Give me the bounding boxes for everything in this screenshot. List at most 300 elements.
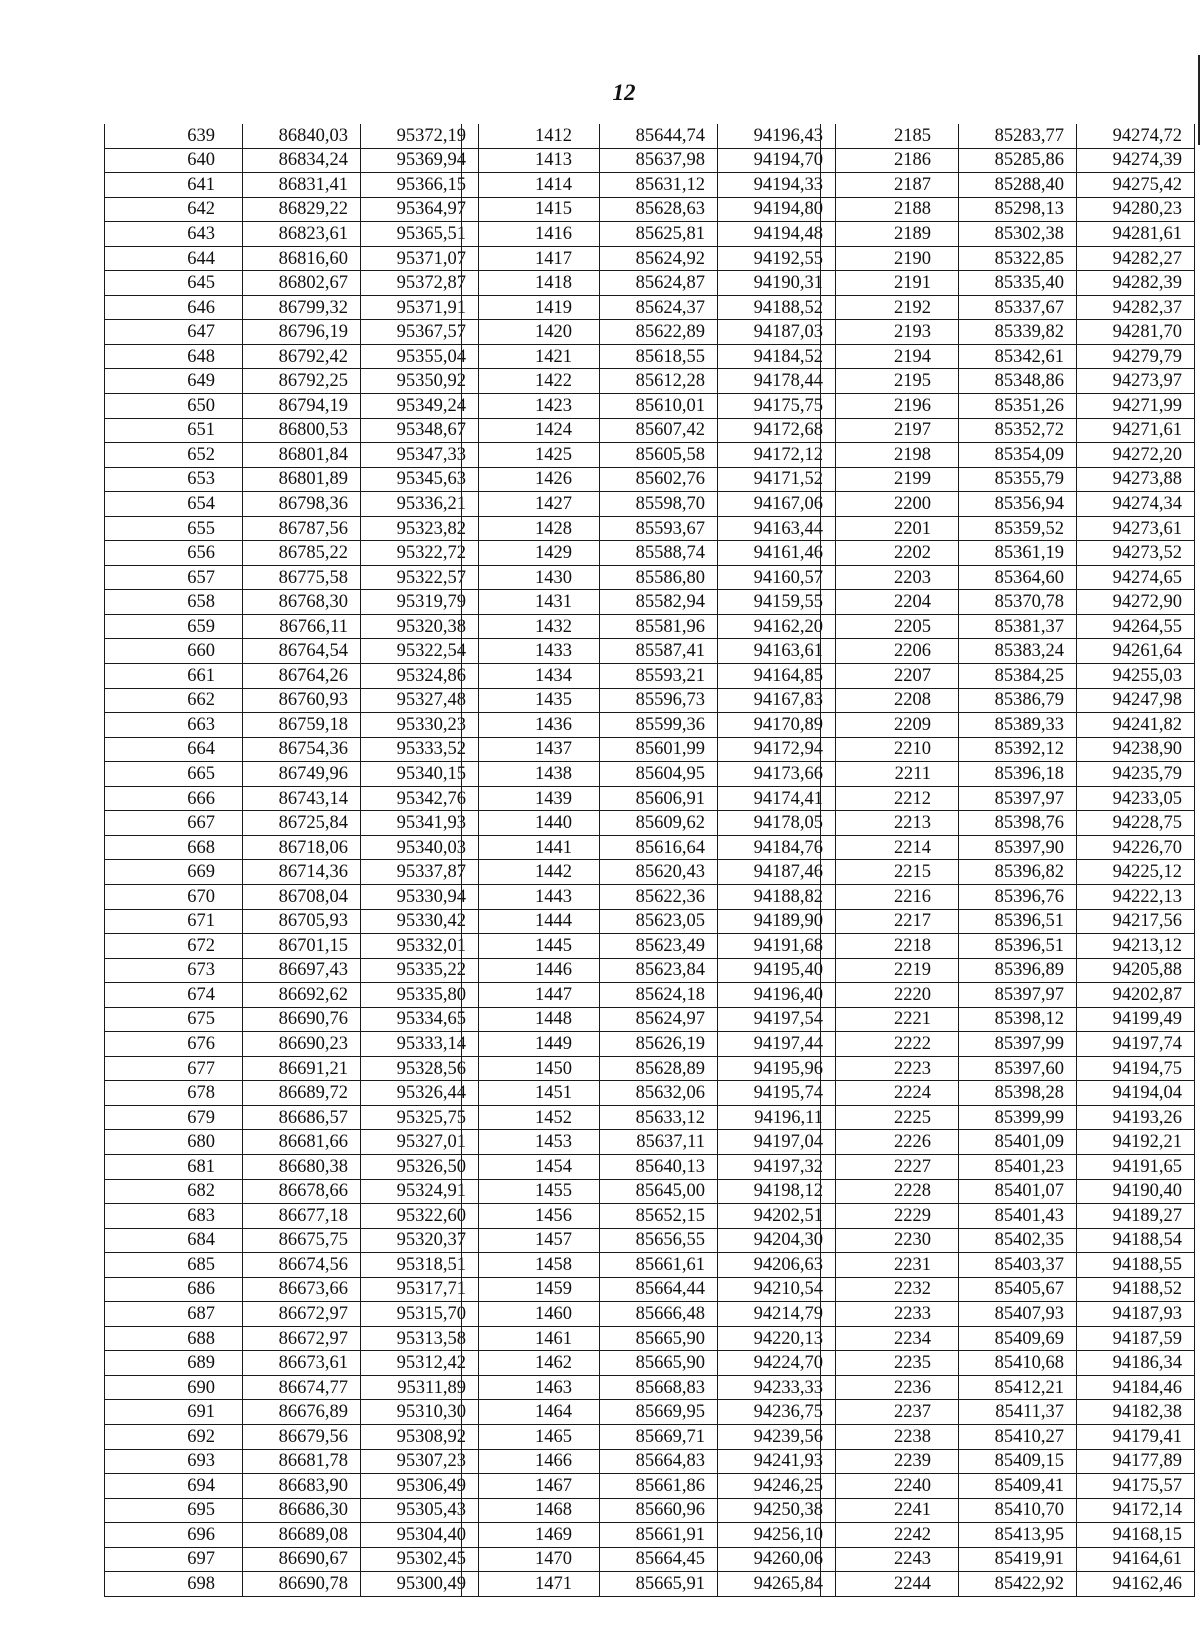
y-coordinate-cell: 94184,76: [718, 835, 836, 860]
y-coordinate-cell: 94220,13: [718, 1326, 836, 1351]
x-coordinate-cell: 86689,08: [243, 1523, 361, 1548]
table-row: [105, 1253, 479, 1278]
x-coordinate-cell: 86759,18: [243, 713, 361, 738]
y-coordinate-cell: 94184,52: [718, 344, 836, 369]
table-row: [462, 1375, 836, 1400]
point-number-cell: 2231: [821, 1253, 959, 1278]
point-number-cell: 686: [105, 1277, 243, 1302]
point-number-cell: 2218: [821, 934, 959, 959]
point-number-cell: 644: [105, 246, 243, 271]
point-number-cell: 647: [105, 320, 243, 345]
point-number-cell: 1457: [462, 1228, 600, 1253]
table-row: [821, 246, 1195, 271]
x-coordinate-cell: 85384,25: [959, 664, 1077, 689]
table-row: [105, 369, 479, 394]
y-coordinate-cell: 94236,75: [718, 1400, 836, 1425]
point-number-cell: 2189: [821, 222, 959, 247]
point-number-cell: 1469: [462, 1523, 600, 1548]
y-coordinate-cell: 95311,89: [361, 1375, 479, 1400]
table-row: [105, 222, 479, 247]
table-row: [821, 1081, 1195, 1106]
y-coordinate-cell: 94190,31: [718, 271, 836, 296]
table-row: [821, 565, 1195, 590]
point-number-cell: 1464: [462, 1400, 600, 1425]
x-coordinate-cell: 85637,98: [600, 148, 718, 173]
x-coordinate-cell: 85656,55: [600, 1228, 718, 1253]
y-coordinate-cell: 94163,44: [718, 516, 836, 541]
point-number-cell: 2241: [821, 1498, 959, 1523]
y-coordinate-cell: 95322,60: [361, 1204, 479, 1229]
y-coordinate-cell: 94195,96: [718, 1056, 836, 1081]
y-coordinate-cell: 95307,23: [361, 1449, 479, 1474]
point-number-cell: 668: [105, 835, 243, 860]
y-coordinate-cell: 94197,54: [718, 1007, 836, 1032]
x-coordinate-cell: 86714,36: [243, 860, 361, 885]
table-row: [462, 909, 836, 934]
table-row: [462, 418, 836, 443]
point-number-cell: 698: [105, 1572, 243, 1597]
y-coordinate-cell: 95372,87: [361, 271, 479, 296]
x-coordinate-cell: 85669,71: [600, 1424, 718, 1449]
table-row: [105, 1572, 479, 1597]
x-coordinate-cell: 85660,96: [600, 1498, 718, 1523]
table-row: [105, 835, 479, 860]
x-coordinate-cell: 86689,72: [243, 1081, 361, 1106]
y-coordinate-cell: 94255,03: [1077, 664, 1195, 689]
x-coordinate-cell: 85644,74: [600, 124, 718, 148]
table-row: [462, 1056, 836, 1081]
x-coordinate-cell: 85370,78: [959, 590, 1077, 615]
point-number-cell: 2203: [821, 565, 959, 590]
y-coordinate-cell: 94195,40: [718, 958, 836, 983]
point-number-cell: 1425: [462, 443, 600, 468]
y-coordinate-cell: 95320,38: [361, 614, 479, 639]
x-coordinate-cell: 86675,75: [243, 1228, 361, 1253]
y-coordinate-cell: 94194,80: [718, 197, 836, 222]
y-coordinate-cell: 94182,38: [1077, 1400, 1195, 1425]
table-row: [105, 713, 479, 738]
y-coordinate-cell: 94189,90: [718, 909, 836, 934]
table-row: [821, 492, 1195, 517]
x-coordinate-cell: 86680,38: [243, 1154, 361, 1179]
y-coordinate-cell: 94187,46: [718, 860, 836, 885]
table-row: [105, 516, 479, 541]
y-coordinate-cell: 94228,75: [1077, 811, 1195, 836]
y-coordinate-cell: 94241,93: [718, 1449, 836, 1474]
x-coordinate-cell: 85355,79: [959, 467, 1077, 492]
x-coordinate-cell: 85407,93: [959, 1302, 1077, 1327]
point-number-cell: 1426: [462, 467, 600, 492]
y-coordinate-cell: 95334,65: [361, 1007, 479, 1032]
y-coordinate-cell: 94274,34: [1077, 492, 1195, 517]
point-number-cell: 2210: [821, 737, 959, 762]
point-number-cell: 1449: [462, 1032, 600, 1057]
table-row: [105, 1204, 479, 1229]
point-number-cell: 661: [105, 664, 243, 689]
table-row: [462, 492, 836, 517]
y-coordinate-cell: 94197,44: [718, 1032, 836, 1057]
y-coordinate-cell: 94261,64: [1077, 639, 1195, 664]
x-coordinate-cell: 86686,30: [243, 1498, 361, 1523]
x-coordinate-cell: 85361,19: [959, 541, 1077, 566]
x-coordinate-cell: 85581,96: [600, 614, 718, 639]
table-row: [462, 614, 836, 639]
y-coordinate-cell: 95348,67: [361, 418, 479, 443]
x-coordinate-cell: 85419,91: [959, 1547, 1077, 1572]
x-coordinate-cell: 86794,19: [243, 394, 361, 419]
y-coordinate-cell: 95337,87: [361, 860, 479, 885]
point-number-cell: 2209: [821, 713, 959, 738]
point-number-cell: 2233: [821, 1302, 959, 1327]
point-number-cell: 1416: [462, 222, 600, 247]
point-number-cell: 2208: [821, 688, 959, 713]
table-row: [462, 443, 836, 468]
table-row: [462, 222, 836, 247]
x-coordinate-cell: 85605,58: [600, 443, 718, 468]
point-number-cell: 687: [105, 1302, 243, 1327]
point-number-cell: 2237: [821, 1400, 959, 1425]
y-coordinate-cell: 94172,94: [718, 737, 836, 762]
point-number-cell: 2235: [821, 1351, 959, 1376]
table-row: [105, 1400, 479, 1425]
point-number-cell: 2220: [821, 983, 959, 1008]
table-row: [821, 1253, 1195, 1278]
table-row: [105, 1326, 479, 1351]
x-coordinate-cell: 86766,11: [243, 614, 361, 639]
point-number-cell: 2188: [821, 197, 959, 222]
x-coordinate-cell: 86834,24: [243, 148, 361, 173]
table-row: [462, 295, 836, 320]
table-row: [462, 590, 836, 615]
point-number-cell: 688: [105, 1326, 243, 1351]
x-coordinate-cell: 85285,86: [959, 148, 1077, 173]
point-number-cell: 648: [105, 344, 243, 369]
table-row: [105, 884, 479, 909]
table-row: [821, 271, 1195, 296]
table-row: [821, 516, 1195, 541]
point-number-cell: 2223: [821, 1056, 959, 1081]
point-number-cell: 2205: [821, 614, 959, 639]
point-number-cell: 1453: [462, 1130, 600, 1155]
x-coordinate-cell: 85669,95: [600, 1400, 718, 1425]
x-coordinate-cell: 86672,97: [243, 1326, 361, 1351]
point-number-cell: 1443: [462, 884, 600, 909]
x-coordinate-cell: 85661,61: [600, 1253, 718, 1278]
point-number-cell: 2213: [821, 811, 959, 836]
table-row: [821, 1375, 1195, 1400]
point-number-cell: 1429: [462, 541, 600, 566]
table-row: [821, 884, 1195, 909]
y-coordinate-cell: 94170,89: [718, 713, 836, 738]
table-row: [821, 1449, 1195, 1474]
y-coordinate-cell: 94222,13: [1077, 884, 1195, 909]
table-row: [462, 344, 836, 369]
y-coordinate-cell: 94194,04: [1077, 1081, 1195, 1106]
y-coordinate-cell: 95312,42: [361, 1351, 479, 1376]
x-coordinate-cell: 85409,41: [959, 1474, 1077, 1499]
point-number-cell: 2229: [821, 1204, 959, 1229]
point-number-cell: 641: [105, 173, 243, 198]
table-row: [105, 467, 479, 492]
point-number-cell: 1447: [462, 983, 600, 1008]
y-coordinate-cell: 94178,44: [718, 369, 836, 394]
table-row: [105, 320, 479, 345]
point-number-cell: 655: [105, 516, 243, 541]
y-coordinate-cell: 94204,30: [718, 1228, 836, 1253]
y-coordinate-cell: 95341,93: [361, 811, 479, 836]
y-coordinate-cell: 94235,79: [1077, 762, 1195, 787]
point-number-cell: 1424: [462, 418, 600, 443]
table-row: [105, 1154, 479, 1179]
table-row: [105, 934, 479, 959]
point-number-cell: 2238: [821, 1424, 959, 1449]
x-coordinate-cell: 86692,62: [243, 983, 361, 1008]
point-number-cell: 1466: [462, 1449, 600, 1474]
y-coordinate-cell: 94213,12: [1077, 934, 1195, 959]
point-number-cell: 696: [105, 1523, 243, 1548]
table-row: [105, 1547, 479, 1572]
table-row: [462, 271, 836, 296]
y-coordinate-cell: 94188,82: [718, 884, 836, 909]
table-row: [462, 541, 836, 566]
x-coordinate-cell: 85396,51: [959, 909, 1077, 934]
point-number-cell: 692: [105, 1424, 243, 1449]
point-number-cell: 1455: [462, 1179, 600, 1204]
table-row: [821, 1351, 1195, 1376]
point-number-cell: 2225: [821, 1105, 959, 1130]
x-coordinate-cell: 85623,05: [600, 909, 718, 934]
table-row: [821, 1523, 1195, 1548]
y-coordinate-cell: 94189,27: [1077, 1204, 1195, 1229]
table-row: [105, 394, 479, 419]
point-number-cell: 1442: [462, 860, 600, 885]
y-coordinate-cell: 94167,06: [718, 492, 836, 517]
y-coordinate-cell: 94178,05: [718, 811, 836, 836]
y-coordinate-cell: 94198,12: [718, 1179, 836, 1204]
point-number-cell: 2195: [821, 369, 959, 394]
x-coordinate-cell: 85601,99: [600, 737, 718, 762]
y-coordinate-cell: 95342,76: [361, 786, 479, 811]
table-row: [105, 1351, 479, 1376]
table-row: [821, 295, 1195, 320]
point-number-cell: 685: [105, 1253, 243, 1278]
x-coordinate-cell: 85405,67: [959, 1277, 1077, 1302]
x-coordinate-cell: 85409,15: [959, 1449, 1077, 1474]
x-coordinate-cell: 85397,97: [959, 983, 1077, 1008]
point-number-cell: 680: [105, 1130, 243, 1155]
point-number-cell: 2221: [821, 1007, 959, 1032]
point-number-cell: 694: [105, 1474, 243, 1499]
x-coordinate-cell: 85396,82: [959, 860, 1077, 885]
y-coordinate-cell: 95350,92: [361, 369, 479, 394]
y-coordinate-cell: 94272,20: [1077, 443, 1195, 468]
x-coordinate-cell: 85593,21: [600, 664, 718, 689]
y-coordinate-cell: 95326,50: [361, 1154, 479, 1179]
y-coordinate-cell: 95336,21: [361, 492, 479, 517]
y-coordinate-cell: 95302,45: [361, 1547, 479, 1572]
table-row: [105, 737, 479, 762]
y-coordinate-cell: 94265,84: [718, 1572, 836, 1597]
table-row: [462, 934, 836, 959]
y-coordinate-cell: 94202,87: [1077, 983, 1195, 1008]
table-row: [105, 492, 479, 517]
point-number-cell: 654: [105, 492, 243, 517]
table-row: [105, 1130, 479, 1155]
x-coordinate-cell: 85410,27: [959, 1424, 1077, 1449]
table-row: [105, 565, 479, 590]
y-coordinate-cell: 94256,10: [718, 1523, 836, 1548]
table-row: [105, 762, 479, 787]
table-row: [821, 1424, 1195, 1449]
y-coordinate-cell: 95349,24: [361, 394, 479, 419]
point-number-cell: 1465: [462, 1424, 600, 1449]
table-row: [462, 1154, 836, 1179]
table-row: [105, 860, 479, 885]
point-number-cell: 2216: [821, 884, 959, 909]
x-coordinate-cell: 85622,36: [600, 884, 718, 909]
point-number-cell: 2226: [821, 1130, 959, 1155]
x-coordinate-cell: 85288,40: [959, 173, 1077, 198]
x-coordinate-cell: 85356,94: [959, 492, 1077, 517]
point-number-cell: 2242: [821, 1523, 959, 1548]
point-number-cell: 1441: [462, 835, 600, 860]
y-coordinate-cell: 95320,37: [361, 1228, 479, 1253]
x-coordinate-cell: 85348,86: [959, 369, 1077, 394]
y-coordinate-cell: 95345,63: [361, 467, 479, 492]
point-number-cell: 2243: [821, 1547, 959, 1572]
table-row: [105, 443, 479, 468]
point-number-cell: 2197: [821, 418, 959, 443]
y-coordinate-cell: 94173,66: [718, 762, 836, 787]
y-coordinate-cell: 95371,91: [361, 295, 479, 320]
y-coordinate-cell: 94194,75: [1077, 1056, 1195, 1081]
coordinates-table-1: [104, 124, 479, 1597]
y-coordinate-cell: 95319,79: [361, 590, 479, 615]
table-row: [462, 1572, 836, 1597]
x-coordinate-cell: 85598,70: [600, 492, 718, 517]
table-row: [821, 467, 1195, 492]
x-coordinate-cell: 85410,68: [959, 1351, 1077, 1376]
table-row: [105, 173, 479, 198]
y-coordinate-cell: 94238,90: [1077, 737, 1195, 762]
table-row: [821, 1056, 1195, 1081]
table-row: [462, 1326, 836, 1351]
x-coordinate-cell: 85637,11: [600, 1130, 718, 1155]
y-coordinate-cell: 95333,52: [361, 737, 479, 762]
table-row: [821, 835, 1195, 860]
point-number-cell: 2217: [821, 909, 959, 934]
x-coordinate-cell: 85401,09: [959, 1130, 1077, 1155]
point-number-cell: 1450: [462, 1056, 600, 1081]
y-coordinate-cell: 95365,51: [361, 222, 479, 247]
x-coordinate-cell: 86718,06: [243, 835, 361, 860]
x-coordinate-cell: 85666,48: [600, 1302, 718, 1327]
point-number-cell: 674: [105, 983, 243, 1008]
table-row: [105, 1105, 479, 1130]
point-number-cell: 665: [105, 762, 243, 787]
point-number-cell: 673: [105, 958, 243, 983]
table-row: [462, 1474, 836, 1499]
y-coordinate-cell: 94191,65: [1077, 1154, 1195, 1179]
x-coordinate-cell: 85623,49: [600, 934, 718, 959]
coordinates-table-3: [820, 124, 1195, 1597]
table-row: [821, 811, 1195, 836]
y-coordinate-cell: 94217,56: [1077, 909, 1195, 934]
y-coordinate-cell: 95372,19: [361, 124, 479, 148]
table-row: [105, 590, 479, 615]
point-number-cell: 1463: [462, 1375, 600, 1400]
x-coordinate-cell: 85383,24: [959, 639, 1077, 664]
y-coordinate-cell: 95369,94: [361, 148, 479, 173]
point-number-cell: 697: [105, 1547, 243, 1572]
table-row: [462, 1179, 836, 1204]
table-row: [105, 124, 479, 148]
point-number-cell: 2199: [821, 467, 959, 492]
point-number-cell: 1431: [462, 590, 600, 615]
x-coordinate-cell: 86801,89: [243, 467, 361, 492]
x-coordinate-cell: 85652,15: [600, 1204, 718, 1229]
table-row: [462, 1130, 836, 1155]
point-number-cell: 1452: [462, 1105, 600, 1130]
y-coordinate-cell: 94282,37: [1077, 295, 1195, 320]
x-coordinate-cell: 85661,86: [600, 1474, 718, 1499]
table-row: [821, 1130, 1195, 1155]
y-coordinate-cell: 95304,40: [361, 1523, 479, 1548]
table-row: [462, 860, 836, 885]
x-coordinate-cell: 86768,30: [243, 590, 361, 615]
y-coordinate-cell: 94224,70: [718, 1351, 836, 1376]
table-row: [105, 1007, 479, 1032]
table-row: [462, 1204, 836, 1229]
y-coordinate-cell: 94214,79: [718, 1302, 836, 1327]
x-coordinate-cell: 86760,93: [243, 688, 361, 713]
point-number-cell: 1434: [462, 664, 600, 689]
y-coordinate-cell: 94192,55: [718, 246, 836, 271]
table-row: [462, 320, 836, 345]
table-row: [105, 1474, 479, 1499]
point-number-cell: 1460: [462, 1302, 600, 1327]
point-number-cell: 2215: [821, 860, 959, 885]
y-coordinate-cell: 94167,83: [718, 688, 836, 713]
point-number-cell: 689: [105, 1351, 243, 1376]
x-coordinate-cell: 85665,90: [600, 1326, 718, 1351]
point-number-cell: 2222: [821, 1032, 959, 1057]
x-coordinate-cell: 85606,91: [600, 786, 718, 811]
x-coordinate-cell: 86686,57: [243, 1105, 361, 1130]
table-row: [105, 1179, 479, 1204]
y-coordinate-cell: 94197,04: [718, 1130, 836, 1155]
point-number-cell: 2192: [821, 295, 959, 320]
table-row: [105, 148, 479, 173]
table-row: [462, 467, 836, 492]
point-number-cell: 677: [105, 1056, 243, 1081]
point-number-cell: 2244: [821, 1572, 959, 1597]
table-row: [462, 811, 836, 836]
table-row: [462, 1302, 836, 1327]
x-coordinate-cell: 85401,43: [959, 1204, 1077, 1229]
y-coordinate-cell: 94202,51: [718, 1204, 836, 1229]
table-row: [105, 1228, 479, 1253]
point-number-cell: 676: [105, 1032, 243, 1057]
y-coordinate-cell: 94194,48: [718, 222, 836, 247]
y-coordinate-cell: 94275,42: [1077, 173, 1195, 198]
point-number-cell: 1470: [462, 1547, 600, 1572]
table-row: [821, 369, 1195, 394]
table-row: [462, 1498, 836, 1523]
point-number-cell: 1418: [462, 271, 600, 296]
x-coordinate-cell: 85593,67: [600, 516, 718, 541]
x-coordinate-cell: 85354,09: [959, 443, 1077, 468]
